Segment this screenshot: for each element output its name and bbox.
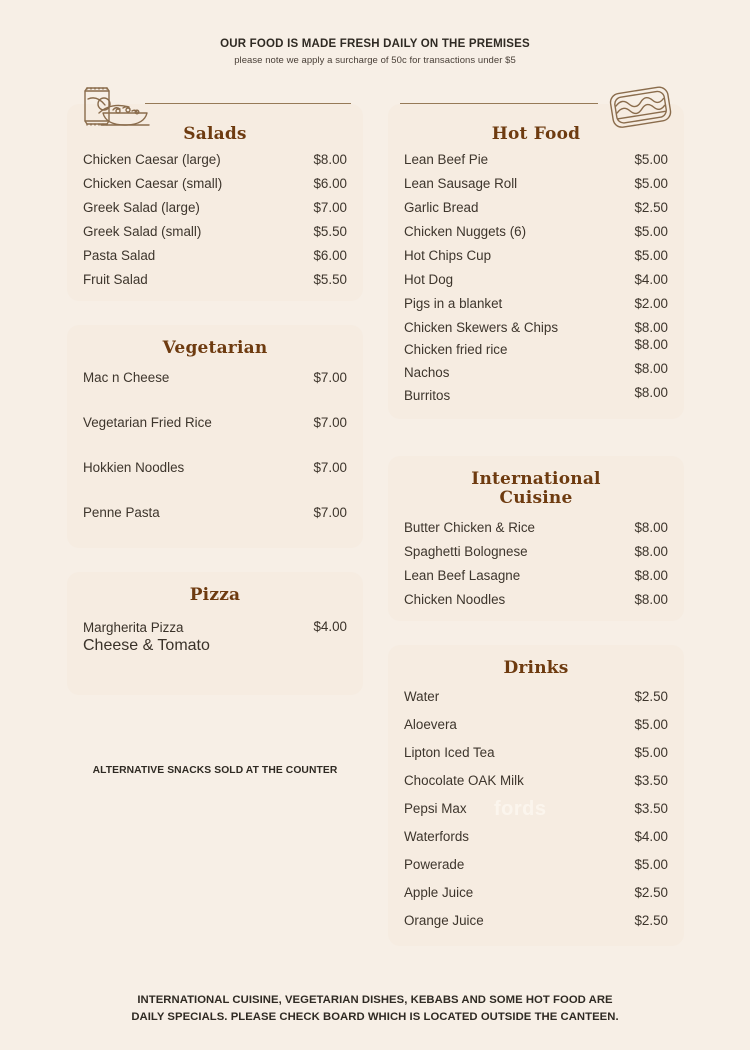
item-name: Chicken Noodles bbox=[404, 592, 506, 608]
item-name: Lipton Iced Tea bbox=[404, 745, 495, 761]
item-name: Pepsi Max bbox=[404, 801, 467, 817]
item-price: $3.50 bbox=[634, 773, 668, 789]
menu-item bbox=[404, 385, 668, 404]
menu-item bbox=[404, 745, 668, 760]
item-price: $8.00 bbox=[313, 152, 347, 168]
item-name: Nachos bbox=[404, 365, 450, 381]
item-price: $8.00 bbox=[634, 544, 668, 560]
item-name: Margherita Pizza bbox=[83, 620, 184, 636]
menu-item bbox=[83, 272, 347, 287]
section-title-vegetarian: Vegetarian bbox=[162, 338, 268, 359]
item-price: $7.00 bbox=[313, 200, 347, 216]
item-name: Greek Salad (large) bbox=[83, 200, 200, 216]
menu-item bbox=[83, 152, 347, 167]
menu-item bbox=[404, 773, 668, 788]
item-name: Vegetarian Fried Rice bbox=[83, 415, 212, 431]
item-name: Chicken Caesar (large) bbox=[83, 152, 221, 168]
item-list-pizza bbox=[83, 619, 347, 655]
menu-item bbox=[83, 248, 347, 263]
item-price: $8.00 bbox=[634, 520, 668, 536]
item-name: Lean Beef Lasagne bbox=[404, 568, 521, 584]
item-price: $5.00 bbox=[634, 857, 668, 873]
menu-item bbox=[404, 320, 668, 335]
item-price: $7.00 bbox=[313, 460, 347, 476]
item-price: $8.00 bbox=[634, 361, 668, 377]
item-name: Penne Pasta bbox=[83, 505, 160, 521]
footer-line-1: INTERNATIONAL CUISINE, VEGETARIAN DISHES, KEBABS AND SOME HOT FOOD ARE bbox=[137, 994, 613, 1006]
item-name: Apple Juice bbox=[404, 885, 474, 901]
section-title-line2: Cuisine bbox=[499, 488, 573, 509]
item-name: Chicken Nuggets (6) bbox=[404, 224, 527, 240]
menu-item bbox=[404, 272, 668, 287]
menu-item bbox=[404, 829, 668, 844]
item-name: Greek Salad (small) bbox=[83, 224, 202, 240]
item-name: Waterfords bbox=[404, 829, 469, 845]
menu-item bbox=[83, 370, 347, 385]
menu-item bbox=[404, 544, 668, 559]
menu-item bbox=[404, 801, 668, 816]
item-name: Chocolate OAK Milk bbox=[404, 773, 524, 789]
item-list-vegetarian bbox=[83, 370, 347, 520]
item-name: Burritos bbox=[404, 388, 451, 404]
section-card-hot-food bbox=[388, 104, 684, 419]
section-title-line1: International bbox=[471, 469, 601, 490]
sandwich-icon bbox=[604, 82, 680, 138]
item-name: Hokkien Noodles bbox=[83, 460, 185, 476]
item-price: $2.50 bbox=[634, 200, 668, 216]
item-name: Fruit Salad bbox=[83, 272, 148, 288]
menu-item bbox=[83, 176, 347, 191]
item-name: Chicken Caesar (small) bbox=[83, 176, 223, 192]
menu-item bbox=[404, 296, 668, 311]
menu-item bbox=[404, 152, 668, 167]
item-name: Chicken fried rice bbox=[404, 342, 508, 358]
item-price: $2.00 bbox=[634, 296, 668, 312]
menu-item bbox=[404, 200, 668, 215]
section-card-vegetarian bbox=[67, 325, 363, 548]
item-name: Powerade bbox=[404, 857, 465, 873]
item-name: Water bbox=[404, 689, 440, 705]
section-title-salads: Salads bbox=[183, 124, 247, 144]
item-price: $5.50 bbox=[313, 224, 347, 240]
section-card-international-cuisine bbox=[388, 456, 684, 621]
menu-item bbox=[83, 460, 347, 475]
item-list-hot-food bbox=[404, 152, 668, 403]
item-price: $5.50 bbox=[313, 272, 347, 288]
item-price: $5.00 bbox=[634, 224, 668, 240]
footer-line-2: DAILY SPECIALS. PLEASE CHECK BOARD WHICH IS LOCATED OUTSIDE THE CANTEEN. bbox=[131, 1010, 619, 1023]
menu-item bbox=[404, 857, 668, 872]
item-price: $6.00 bbox=[313, 248, 347, 264]
alternative-snacks-note: ALTERNATIVE SNACKS SOLD AT THE COUNTER bbox=[92, 765, 338, 776]
item-name: Garlic Bread bbox=[404, 200, 479, 216]
menu-item bbox=[404, 337, 668, 358]
item-price: $5.00 bbox=[634, 745, 668, 761]
menu-item bbox=[404, 361, 668, 381]
item-name: Pasta Salad bbox=[83, 248, 156, 264]
menu-item bbox=[404, 568, 668, 583]
item-name: Lean Sausage Roll bbox=[404, 176, 518, 192]
section-card-drinks bbox=[388, 645, 684, 946]
menu-item bbox=[404, 520, 668, 535]
salad-bowl-icon bbox=[73, 85, 151, 137]
item-list-drinks bbox=[404, 689, 668, 928]
menu-item bbox=[83, 415, 347, 430]
menu-item bbox=[404, 689, 668, 704]
item-price: $5.00 bbox=[634, 248, 668, 264]
menu-header bbox=[0, 38, 750, 66]
item-price: $7.00 bbox=[313, 370, 347, 386]
section-card-pizza bbox=[67, 572, 363, 695]
item-price: $4.00 bbox=[634, 829, 668, 845]
right-column bbox=[388, 104, 684, 968]
item-price: $8.00 bbox=[634, 337, 668, 353]
item-name: Hot Dog bbox=[404, 272, 454, 288]
menu-item bbox=[83, 224, 347, 239]
item-price: $8.00 bbox=[634, 320, 668, 336]
header-title: OUR FOOD IS MADE FRESH DAILY ON THE PREMISES bbox=[220, 38, 530, 50]
menu-item bbox=[404, 913, 668, 928]
item-price: $7.00 bbox=[313, 505, 347, 521]
item-price: $4.00 bbox=[634, 272, 668, 288]
menu-item bbox=[404, 224, 668, 239]
menu-item bbox=[83, 200, 347, 215]
item-name: Lean Beef Pie bbox=[404, 152, 489, 168]
menu-item bbox=[404, 176, 668, 191]
menu-item bbox=[404, 885, 668, 900]
footer-note bbox=[0, 992, 750, 1026]
item-name: Spaghetti Bolognese bbox=[404, 544, 528, 560]
menu-item bbox=[404, 717, 668, 732]
item-name: Aloevera bbox=[404, 717, 457, 733]
header-subtitle: please note we apply a surcharge of 50c for transactions under $5 bbox=[234, 55, 516, 66]
section-title-drinks: Drinks bbox=[503, 658, 569, 679]
item-price: $8.00 bbox=[634, 385, 668, 401]
menu-item bbox=[83, 505, 347, 520]
menu-item bbox=[83, 619, 347, 655]
item-price: $2.50 bbox=[634, 913, 668, 929]
watermark-artifact: fords bbox=[494, 798, 547, 820]
item-price: $5.00 bbox=[634, 176, 668, 192]
item-price: $4.00 bbox=[313, 619, 347, 635]
menu-item bbox=[404, 248, 668, 263]
item-price: $5.00 bbox=[634, 717, 668, 733]
item-price: $2.50 bbox=[634, 885, 668, 901]
item-description: Cheese & Tomato bbox=[83, 637, 210, 655]
item-name: Orange Juice bbox=[404, 913, 484, 929]
section-title-hot-food: Hot Food bbox=[491, 124, 581, 144]
item-price: $3.50 bbox=[634, 801, 668, 817]
section-title-international-cuisine bbox=[404, 470, 668, 508]
item-price: $7.00 bbox=[313, 415, 347, 431]
item-price: $6.00 bbox=[313, 176, 347, 192]
item-name: Chicken Skewers & Chips bbox=[404, 320, 559, 336]
left-column bbox=[67, 104, 363, 717]
section-title-pizza: Pizza bbox=[189, 585, 241, 606]
item-name: Hot Chips Cup bbox=[404, 248, 492, 264]
item-list-salads bbox=[83, 152, 347, 287]
item-list-international-cuisine bbox=[404, 520, 668, 607]
item-name: Pigs in a blanket bbox=[404, 296, 503, 312]
item-price: $5.00 bbox=[634, 152, 668, 168]
item-name: Mac n Cheese bbox=[83, 370, 170, 386]
section-card-salads bbox=[67, 104, 363, 301]
item-name: Butter Chicken & Rice bbox=[404, 520, 535, 536]
item-price: $8.00 bbox=[634, 592, 668, 608]
item-price: $8.00 bbox=[634, 568, 668, 584]
menu-item bbox=[404, 592, 668, 607]
item-price: $2.50 bbox=[634, 689, 668, 705]
